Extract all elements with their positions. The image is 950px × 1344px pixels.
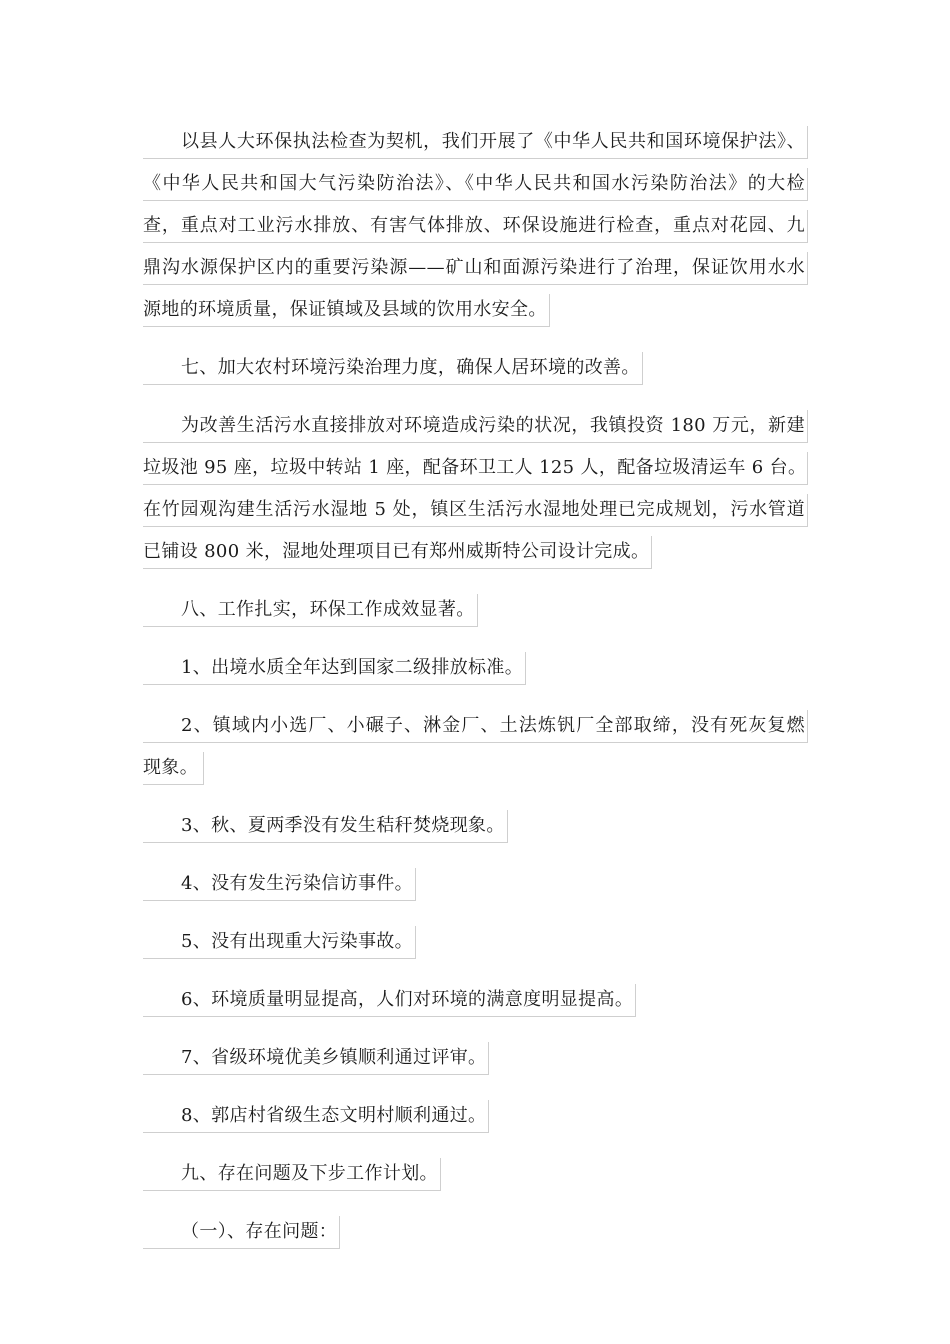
text-line	[143, 926, 807, 968]
list-item-3	[143, 810, 807, 852]
line-text: 1、出境水质全年达到国家二级排放标准。	[143, 652, 526, 685]
list-item-8	[143, 1100, 807, 1142]
text-line	[143, 210, 807, 252]
line-text: 七、加大农村环境污染治理力度，确保人居环境的改善。	[143, 352, 643, 385]
line-text: 鼎沟水源保护区内的重要污染源——矿山和面源污染进行了治理，保证饮用水水	[143, 252, 808, 285]
text-line	[143, 984, 807, 1026]
text-line	[143, 752, 807, 794]
list-item-4	[143, 868, 807, 910]
heading-eight	[143, 594, 807, 636]
line-text: 2、镇域内小选厂、小碾子、淋金厂、土法炼钒厂全部取缔，没有死灰复燃	[143, 710, 808, 743]
line-text: 以县人大环保执法检查为契机，我们开展了《中华人民共和国环境保护法》、	[143, 126, 808, 159]
line-text: 7、省级环境优美乡镇顺利通过评审。	[143, 1042, 489, 1075]
list-item-6	[143, 984, 807, 1026]
text-line	[143, 1100, 807, 1142]
text-line	[143, 352, 807, 394]
line-text: 为改善生活污水直接排放对环境造成污染的状况，我镇投资 180 万元，新建	[143, 410, 808, 443]
line-text: 4、没有发生污染信访事件。	[143, 868, 416, 901]
paragraph-environmental-law-inspection	[143, 126, 807, 336]
line-text: 《中华人民共和国大气污染防治法》、《中华人民共和国水污染防治法》的大检	[143, 168, 808, 201]
line-text: 8、郭店村省级生态文明村顺利通过。	[143, 1100, 489, 1133]
list-item-1	[143, 652, 807, 694]
text-line	[143, 652, 807, 694]
list-item-7	[143, 1042, 807, 1084]
line-text: 现象。	[143, 752, 204, 785]
line-text: 八、工作扎实，环保工作成效显著。	[143, 594, 478, 627]
line-text: 6、环境质量明显提高，人们对环境的满意度明显提高。	[143, 984, 636, 1017]
paragraph-sewage-investment	[143, 410, 807, 578]
text-line	[143, 1216, 807, 1258]
heading-seven	[143, 352, 807, 394]
text-line	[143, 1042, 807, 1084]
text-line	[143, 494, 807, 536]
line-text: 源地的环境质量，保证镇域及县域的饮用水安全。	[143, 294, 550, 327]
line-text: 5、没有出现重大污染事故。	[143, 926, 416, 959]
text-line	[143, 126, 807, 168]
text-line	[143, 868, 807, 910]
text-line	[143, 252, 807, 294]
text-line	[143, 710, 807, 752]
line-text: 在竹园观沟建生活污水湿地 5 处，镇区生活污水湿地处理已完成规划，污水管道	[143, 494, 808, 527]
line-text: 九、存在问题及下步工作计划。	[143, 1158, 441, 1191]
text-line	[143, 452, 807, 494]
line-text: 已铺设 800 米，湿地处理项目已有郑州威斯特公司设计完成。	[143, 536, 652, 569]
line-text: 垃圾池 95 座，垃圾中转站 1 座，配备环卫工人 125 人，配备垃圾清运车 6 台。	[143, 452, 808, 485]
text-line	[143, 168, 807, 210]
heading-nine	[143, 1158, 807, 1200]
line-text: 3、秋、夏两季没有发生秸秆焚烧现象。	[143, 810, 508, 843]
list-item-5	[143, 926, 807, 968]
subheading-existing-problems	[143, 1216, 807, 1258]
text-line	[143, 594, 807, 636]
text-line	[143, 810, 807, 852]
text-line	[143, 1158, 807, 1200]
text-line	[143, 410, 807, 452]
text-line	[143, 536, 807, 578]
document-body	[143, 126, 807, 1258]
line-text: （一）、存在问题：	[143, 1216, 340, 1249]
list-item-2	[143, 710, 807, 794]
line-text: 查，重点对工业污水排放、有害气体排放、环保设施进行检查，重点对花园、九	[143, 210, 808, 243]
text-line	[143, 294, 807, 336]
